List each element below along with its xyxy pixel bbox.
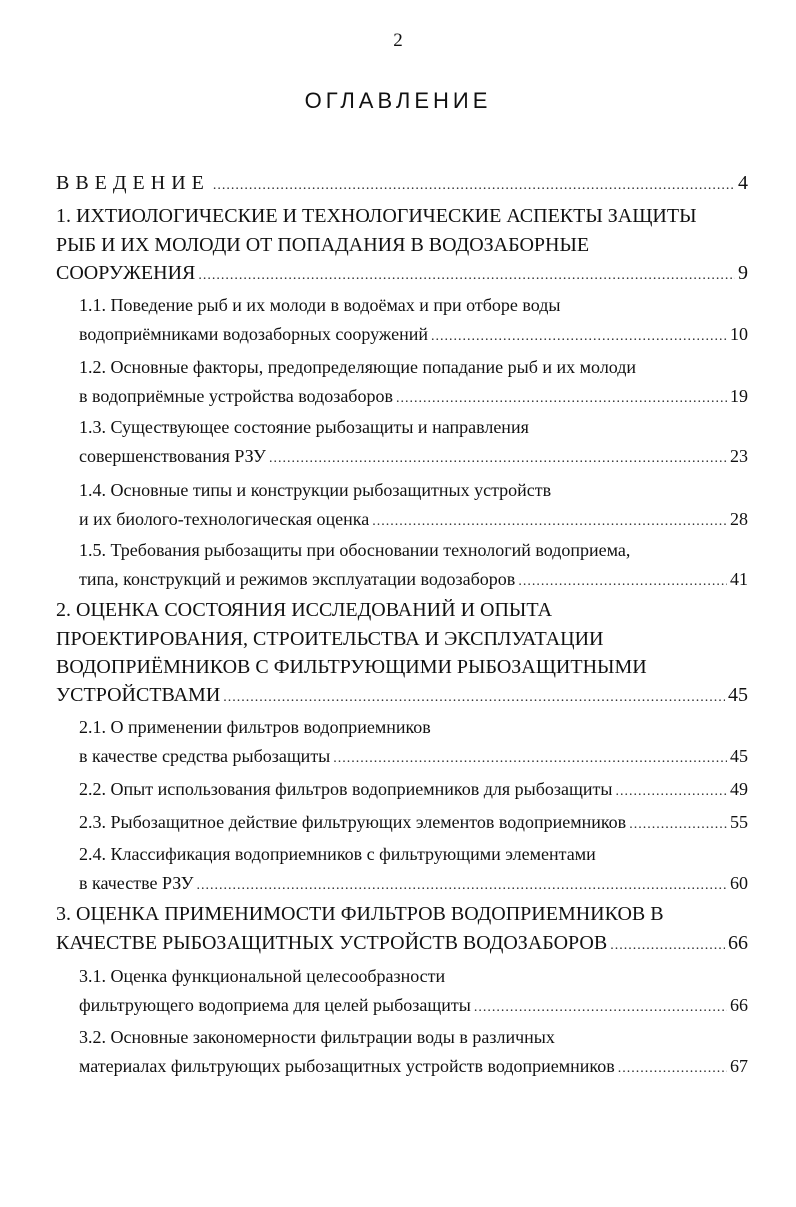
- dot-leader: [618, 1054, 727, 1084]
- toc-page-number: 49: [730, 779, 748, 799]
- toc-page-number: 23: [730, 446, 748, 466]
- toc-page-number: 45: [728, 684, 748, 706]
- dot-leader: [518, 567, 727, 597]
- dot-leader: [269, 444, 727, 474]
- toc-entry-text: водоприёмниками водозаборных сооружений: [79, 324, 429, 344]
- toc-entry-section-2-3[interactable]: [79, 807, 748, 837]
- dot-leader: [198, 261, 735, 291]
- toc-page-number: 66: [728, 932, 748, 954]
- toc-page-number: 66: [730, 995, 748, 1015]
- dot-leader: [610, 931, 725, 961]
- toc-entry-section-2-2[interactable]: [79, 774, 748, 804]
- toc-entry-text: в качестве средства рыбозащиты: [79, 746, 331, 766]
- toc-entry-text: в водоприёмные устройства водозаборов: [79, 386, 393, 406]
- toc-entry-section-1-5-end[interactable]: [79, 564, 748, 594]
- toc-entry-chapter-1[interactable]: 1. ИХТИОЛОГИЧЕСКИЕ И ТЕХНОЛОГИЧЕСКИЕ АСПЕКТЫ ЗАЩИТЫ: [56, 205, 697, 227]
- toc-page-number: 4: [738, 172, 748, 194]
- toc-entry-chapter-3-end[interactable]: [56, 928, 748, 958]
- toc-entry-section-2-4-end[interactable]: [79, 868, 748, 898]
- toc-entry-section-1-5[interactable]: 1.5. Требования рыбозащиты при обосновании технологий водоприема,: [79, 540, 631, 560]
- dot-leader: [372, 507, 727, 537]
- toc-entry-section-1-2-end[interactable]: [79, 381, 748, 411]
- toc-entry-chapter-2[interactable]: 2. ОЦЕНКА СОСТОЯНИЯ ИССЛЕДОВАНИЙ И ОПЫТА: [56, 599, 553, 621]
- page-number: 2: [393, 30, 403, 51]
- toc-entry-chapter-1-line2[interactable]: РЫБ И ИХ МОЛОДИ ОТ ПОПАДАНИЯ В ВОДОЗАБОРНЫЕ: [56, 234, 590, 256]
- toc-page-number: 28: [730, 509, 748, 529]
- dot-leader: [474, 993, 727, 1023]
- toc-entry-text: УСТРОЙСТВАМИ: [56, 684, 221, 706]
- dot-leader: [213, 171, 735, 201]
- toc-entry-text: совершенствования РЗУ: [79, 446, 266, 466]
- dot-leader: [629, 810, 727, 840]
- toc-entry-text: 2.3. Рыбозащитное действие фильтрующих элементов водоприемников: [79, 812, 627, 832]
- toc-entry-section-2-4[interactable]: 2.4. Классификация водоприемников с фильтрующими элементами: [79, 844, 596, 864]
- toc-entry-introduction[interactable]: [56, 168, 748, 198]
- toc-page-number: 55: [730, 812, 748, 832]
- toc-page-number: 41: [730, 569, 748, 589]
- toc-page-number: 45: [730, 746, 748, 766]
- toc-page-number: 60: [730, 873, 748, 893]
- toc-entry-text: 2.2. Опыт использования фильтров водоприемников для рыбозащиты: [79, 779, 613, 799]
- toc-page-number: 10: [730, 324, 748, 344]
- toc-entry-section-3-1[interactable]: 3.1. Оценка функциональной целесообразности: [79, 966, 446, 986]
- toc-page-number: 19: [730, 386, 748, 406]
- toc-entry-section-1-4-end[interactable]: [79, 504, 748, 534]
- toc-entry-text: КАЧЕСТВЕ РЫБОЗАЩИТНЫХ УСТРОЙСТВ ВОДОЗАБОРОВ: [56, 932, 608, 954]
- toc-entry-section-1-1[interactable]: 1.1. Поведение рыб и их молоди в водоёмах и при отборе воды: [79, 295, 561, 315]
- toc-page-number: 67: [730, 1056, 748, 1076]
- dot-leader: [223, 683, 725, 713]
- toc-entry-section-2-1[interactable]: 2.1. О применении фильтров водоприемников: [79, 717, 431, 737]
- toc-entry-text: ВВЕДЕНИЕ: [56, 172, 210, 194]
- toc-page-number: 9: [738, 262, 748, 284]
- page-title: ОГЛАВЛЕНИЕ: [304, 88, 492, 113]
- toc-entry-chapter-3[interactable]: 3. ОЦЕНКА ПРИМЕНИМОСТИ ФИЛЬТРОВ ВОДОПРИЕМНИКОВ В: [56, 903, 664, 925]
- toc-entry-text: и их биолого-технологическая оценка: [79, 509, 370, 529]
- toc-entry-section-1-4[interactable]: 1.4. Основные типы и конструкции рыбозащитных устройств: [79, 480, 552, 500]
- dot-leader: [396, 384, 727, 414]
- toc-entry-section-3-2-end[interactable]: [79, 1051, 748, 1081]
- toc-entry-text: типа, конструкций и режимов эксплуатации водозаборов: [79, 569, 516, 589]
- dot-leader: [333, 744, 727, 774]
- toc-entry-text: фильтрующего водоприема для целей рыбозащиты: [79, 995, 471, 1015]
- dot-leader: [615, 777, 727, 807]
- toc-entry-text: СООРУЖЕНИЯ: [56, 262, 196, 284]
- toc-entry-section-1-3[interactable]: 1.3. Существующее состояние рыбозащиты и направления: [79, 417, 529, 437]
- toc-entry-section-1-3-end[interactable]: [79, 441, 748, 471]
- toc-entry-text: в качестве РЗУ: [79, 873, 194, 893]
- toc-entry-section-2-1-end[interactable]: [79, 741, 748, 771]
- dot-leader: [197, 871, 727, 901]
- toc-entry-section-1-1-end[interactable]: [79, 319, 748, 349]
- toc-entry-chapter-2-line3[interactable]: ВОДОПРИЁМНИКОВ С ФИЛЬТРУЮЩИМИ РЫБОЗАЩИТНЫМИ: [56, 656, 647, 678]
- toc-entry-section-3-1-end[interactable]: [79, 990, 748, 1020]
- dot-leader: [431, 322, 727, 352]
- toc-entry-chapter-2-end[interactable]: [56, 680, 748, 710]
- toc-entry-text: материалах фильтрующих рыбозащитных устройств водоприемников: [79, 1056, 615, 1076]
- toc-entry-section-3-2[interactable]: 3.2. Основные закономерности фильтрации воды в различных: [79, 1027, 555, 1047]
- toc-entry-chapter-2-line2[interactable]: ПРОЕКТИРОВАНИЯ, СТРОИТЕЛЬСТВА И ЭКСПЛУАТАЦИИ: [56, 628, 604, 650]
- toc-entry-chapter-1-end[interactable]: [56, 258, 748, 288]
- toc-entry-section-1-2[interactable]: 1.2. Основные факторы, предопределяющие попадание рыб и их молоди: [79, 357, 637, 377]
